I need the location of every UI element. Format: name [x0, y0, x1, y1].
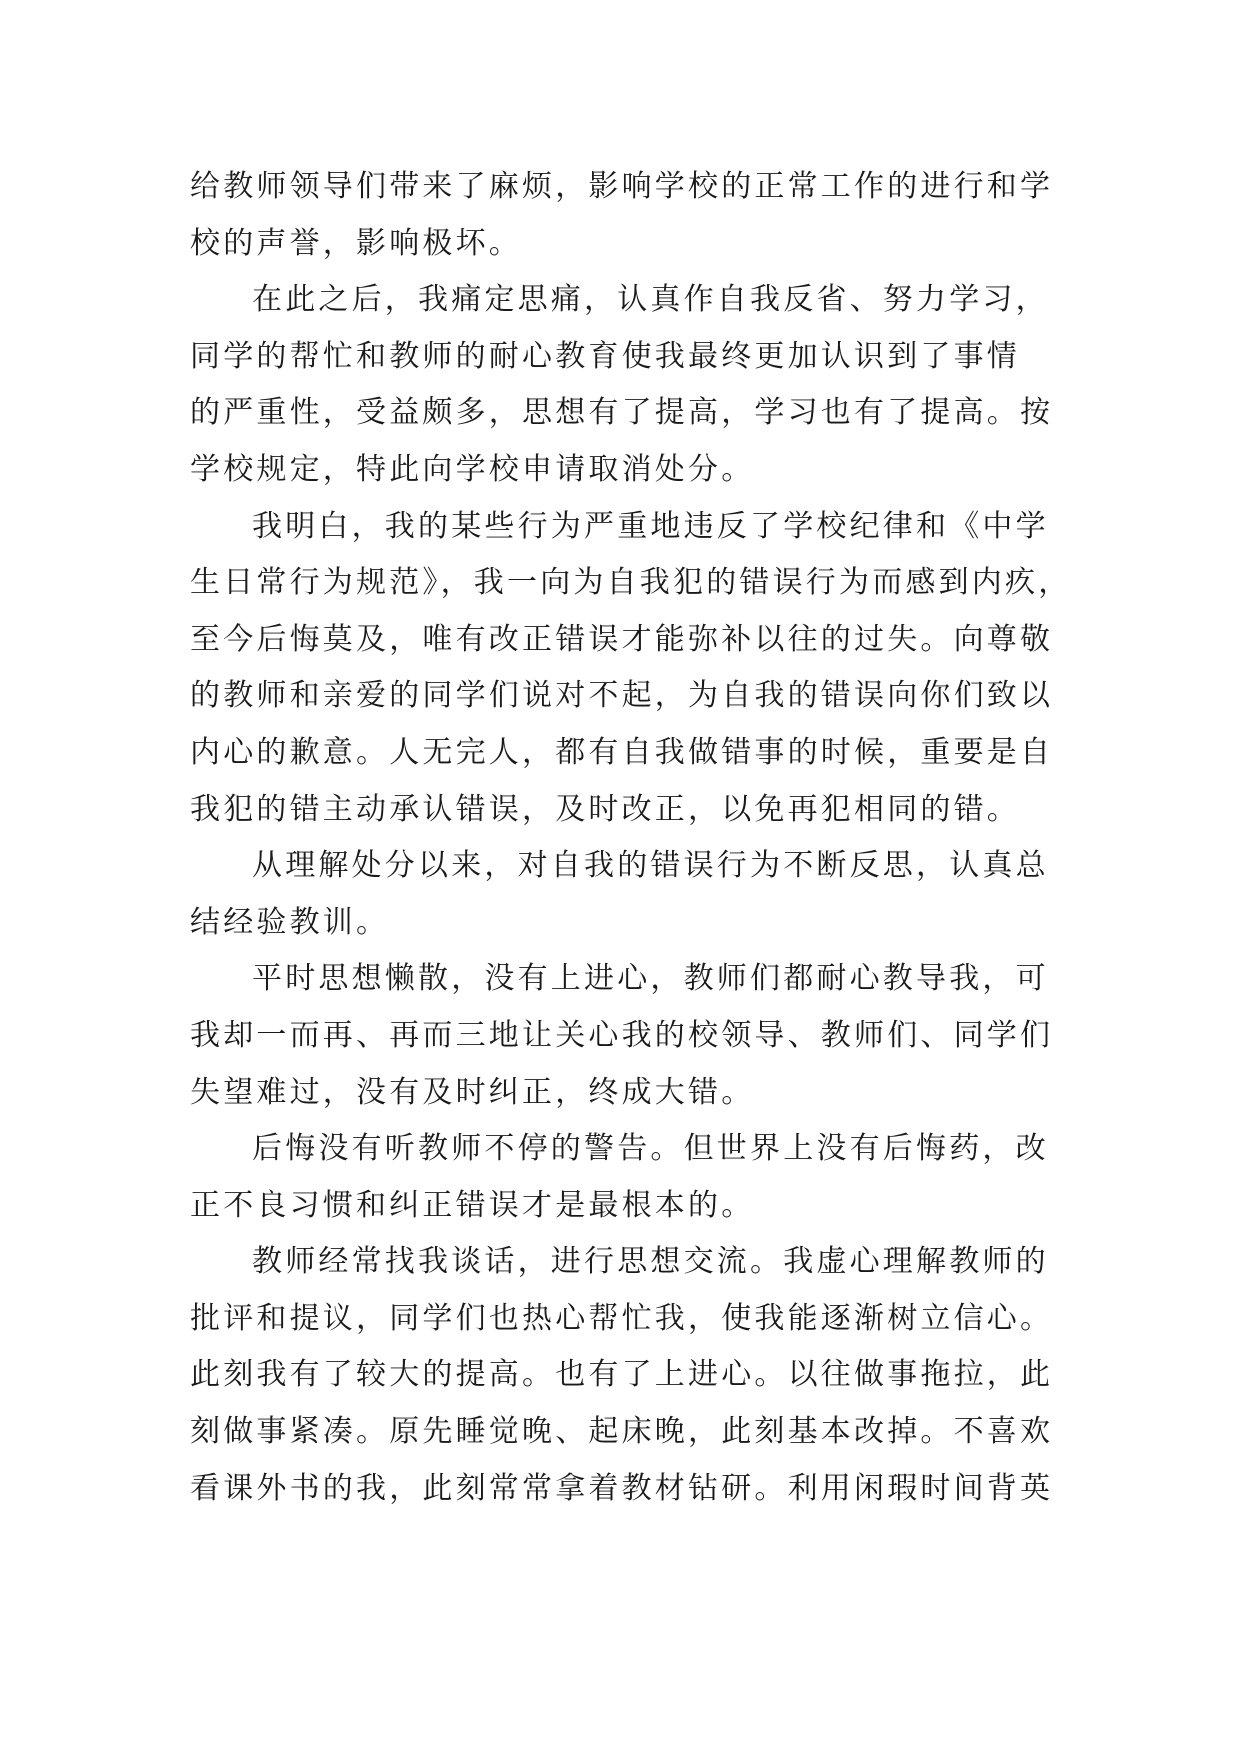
text-line: 的教师和亲爱的同学们说对不起，为自我的错误向你们致以 [190, 678, 1054, 714]
text-line: 失望难过，没有及时纠正，终成大错。 [190, 1074, 755, 1110]
text-line: 批评和提议，同学们也热心帮忙我，使我能逐渐树立信心。 [190, 1300, 1054, 1336]
text-line: 此刻我有了较大的提高。也有了上进心。以往做事拖拉，此 [190, 1357, 1054, 1393]
paragraph-first-line: 后悔没有听教师不停的警告。但世界上没有后悔药，改 [252, 1131, 1049, 1167]
text-line: 给教师领导们带来了麻烦，影响学校的正常工作的进行和学 [190, 169, 1054, 204]
paragraph-first-line: 我明白，我的某些行为严重地违反了学校纪律和《中学 [252, 508, 1049, 544]
text-line: 的严重性，受益颇多，思想有了提高，学习也有了提高。按 [190, 395, 1054, 431]
paragraph-first-line: 在此之后，我痛定思痛，认真作自我反省、努力学习， [252, 282, 1049, 318]
text-line: 校的声誉，影响极坏。 [190, 225, 522, 261]
text-line: 至今后悔莫及，唯有改正错误才能弥补以往的过失。向尊敬 [190, 621, 1054, 657]
text-line: 我犯的错主动承认错误，及时改正，以免再犯相同的错。 [190, 791, 1020, 827]
document-body [190, 159, 1070, 1517]
text-line: 我却一而再、再而三地让关心我的校领导、教师们、同学们 [190, 1017, 1054, 1053]
paragraph-first-line: 平时思想懒散，没有上进心，教师们都耐心教导我，可 [252, 961, 1049, 997]
text-line: 看课外书的我，此刻常常拿着教材钻研。利用闲瑕时间背英 [190, 1470, 1054, 1506]
paragraph-first-line: 教师经常找我谈话，进行思想交流。我虚心理解教师的 [252, 1244, 1049, 1280]
text-line: 正不良习惯和纠正错误才是最根本的。 [190, 1187, 755, 1223]
text-line: 内心的歉意。人无完人，都有自我做错事的时候，重要是自 [190, 734, 1054, 770]
text-line: 刻做事紧凑。原先睡觉晚、起床晚，此刻基本改掉。不喜欢 [190, 1414, 1054, 1450]
text-line: 学校规定，特此向学校申请取消处分。 [190, 451, 755, 487]
paragraph-first-line: 从理解处分以来，对自我的错误行为不断反思，认真总 [252, 848, 1049, 884]
text-line: 结经验教训。 [190, 904, 390, 940]
text-line: 生日常行为规范》，我一向为自我犯的错误行为而感到内疚， [190, 565, 1072, 601]
text-line: 同学的帮忙和教师的耐心教育使我最终更加认识到了事情 [190, 338, 1020, 374]
